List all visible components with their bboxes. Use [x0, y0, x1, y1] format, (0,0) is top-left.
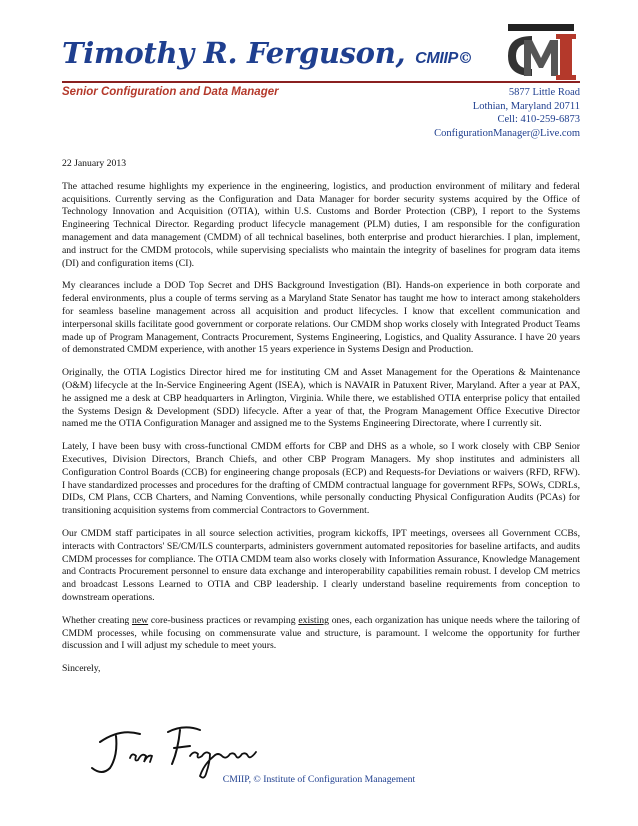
p6-new: new [131, 614, 149, 626]
author-name [62, 36, 473, 70]
p6-part-c: ones, each organization has unique needs where the tailoring of CMDM processes, while focusing on commensurate value and structure, is paramount. I welcome the opportunity for further discussion and I will adjust my schedule to meet yours. [62, 614, 580, 652]
contact-cell: Cell: 410-259-6873 [497, 114, 580, 125]
contact-city: Lothian, Maryland 20711 [472, 100, 580, 112]
credential-symbol: © [458, 49, 473, 67]
handwritten-signature [80, 722, 270, 782]
contact-street: 5877 Little Road [508, 87, 580, 98]
cmi-logo [502, 22, 580, 82]
header-rule [62, 81, 580, 83]
paragraph-4: Lately, I have been busy with cross-functional CMDM efforts for CBP and DHS as a whole, so I work closely with CBP Senior Executives, Division Directors, Branch Chiefs, and other CBP Program Managers. My shop institutes and administers all Configuration Control Boards (CCB) for engineering change proposals (ECP) and Requests-for Deviations or waivers (RFD, RFW). I have standardized processes and procedures for the drafting of CMDM contractual language for government RFPs, SOWs, CDRLs, DIDs, CM Plans, CCB Charters, and Naming Conventions, while personally conducting Physical Configuration Audits (PCAs) for transitioning acquisition systems from commercial Contractors to Government. [62, 441, 580, 517]
paragraph-1: The attached resume highlights my experience in the engineering, logistics, and production environment of military and federal acquisitions. Currently serving as the Configuration and Data Manager for border security systems acquired by the Office of Technology Innovation and Acquisition (OTIA), within U.S. Customs and Border Protection (CBP), I report to the Systems Engineering Technical Director. Regarding product lifecycle management (PLM) duties, I am responsible for the configuration management and data management (CMDM) of all technical baselines, both enterprise and product hierarchies. I plan, implement, and instruct for the CMDM protocols, while supervising specialists who maintain the integrity of baselines for program data items (DI) and configuration items (CI). [62, 180, 580, 269]
p6-existing: existing [298, 614, 329, 626]
paragraph-2: My clearances include a DOD Top Secret and DHS Background Investigation (BI). Hands-on experience in both corporate and federal environments, plus a couple of terms serving as a Maryland State Senator has taught me how to interact among stakeholders for seamless baseline management across all acquisition and product lifecycles. I know that excellent communication and interpersonal skills facilitate good government or corporate relations. Our CMDM shop works closely with Integrated Product Teams made up of Program Management, Contracts Procurement, Systems Engineering, Logistics, and Quality Assurance. I have 20 years of demonstrated CMDM experience, with another 15 years experience in Systems Design and Production. [62, 280, 580, 356]
letter-body [62, 158, 580, 686]
letter-date: 22 January 2013 [62, 158, 127, 169]
author-name-text: Timothy R. Ferguson, [62, 36, 406, 70]
footer-note: CMIIP, © Institute of Configuration Management [222, 774, 416, 785]
contact-block [434, 86, 580, 140]
job-title: Senior Configuration and Data Manager [62, 86, 279, 98]
paragraph-3: Originally, the OTIA Logistics Director hired me for instituting CM and Asset Management for the Operations & Maintenance (O&M) lifecycle at the In-Service Engineering Agent (ISEA), which is NAVAIR in Patuxent River, Maryland. After a year at PAX, he assigned me a desk at CBP headquarters in Arlington, Virginia. While there, we established OTIA enterprise policy that entailed the Systems Design & Development (SDD) lifecycle. After a year of that, the Program Management Office Executive Director named me the OTIA Configuration Manager and assigned me to the Systems Engineering Directorate, where I currently sit. [62, 367, 580, 430]
closing: Sincerely, [62, 663, 101, 675]
p6-part-a: Whether creating [62, 614, 132, 626]
p6-part-b: core-business practices or revamping [148, 614, 299, 626]
paragraph-6 [62, 615, 580, 653]
paragraph-5: Our CMDM staff participates in all source selection activities, program kickoffs, IPT meetings, oversees all Government CCBs, interacts with Contractors' SE/CM/ILS counterparts, administers government automated repositories for baseline artifacts, and audits CMDM processes for compliance. The OTIA CMDM team also works closely with Information Assurance, Knowledge Management and Contracts Procurement personnel to ensure data exchange and interoperability capabilities remain robust. I develop CM metrics and broadcast Lessons Learned to OTIA and CBP leadership. I clearly understand baseline requirements from conception to downstream operations. [62, 527, 580, 603]
contact-email: ConfigurationManager@Live.com [434, 127, 580, 139]
credential: CMIIP [415, 50, 459, 67]
